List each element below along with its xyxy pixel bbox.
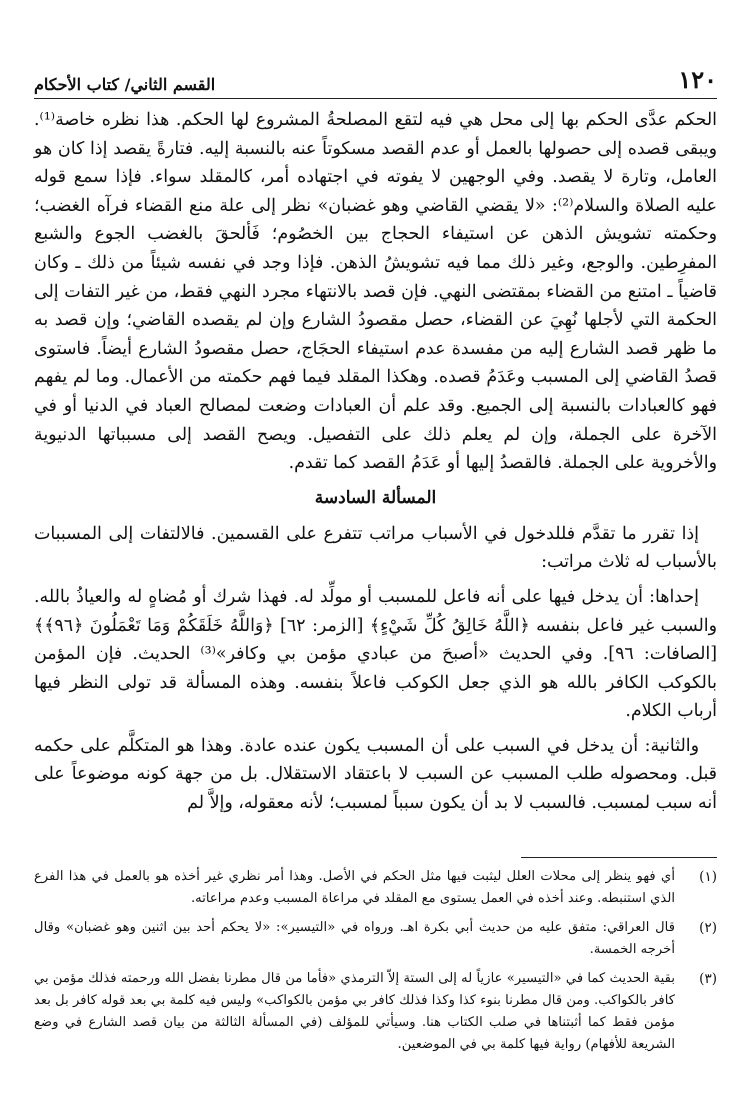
footnote (34, 866, 717, 910)
paragraph-4: والثانية: أن يدخل في السبب على أن المسبب يكون عنده عادة. وهذا هو المتكلَّم على حكمه قبل. ومحصوله طلب المسبب عن السبب لا باعتقاد الاستقلال. بل من جهة كونه موضوعاً على أنه سبب لمسبب. فالسبب لا بد أن يكون سبباً لمسبب؛ لأنه معقوله، وإلاَّ لم (34, 735, 717, 814)
footnote-number: (١) (699, 869, 717, 885)
footnote-text: قال العراقي: متفق عليه من حديث أبي بكرة اهـ. ورواه في «التيسير»: «لا يحكم أحد بين اثنين وهو غضبان» وقال أخرجه الخمسة. (34, 920, 675, 957)
footnote-number: (٣) (699, 971, 717, 987)
paragraph-3: إحداها: أن يدخل فيها على أنه فاعل للمسبب أو مولِّد له. فهذا شرك أو مُضاهٍ له والعياذُ بالله. والسبب غير فاعل بنفسه ﴿اللَّهُ خَالِقُ كُلِّ شَيْءٍ﴾ [الزمر: ٦٢] ﴿وَاللَّهُ خَلَقَكُمْ وَمَا تَعْمَلُونَ ﴿٩٦﴾﴾ [الصافات: ٩٦]. وفي الحديث «أصبحَ من عبادي مؤمن بي وكافر»⁽³⁾ الحديث. فإن المؤمن بالكوكب الكافر بالله هو الذي جعل الكوكب فاعلاً بنفسه. وهذه المسألة قد تولى النظر فيها أرباب الكلام. (34, 586, 718, 722)
footnote-text: أي فهو ينظر إلى محلات العلل ليثبت فيها مثل الحكم في الأصل. وهذا أمر نظري غير أخذه هو بالعمل في هذا الفرع الذي استنبطه. وعند أخذه في العمل يستوى مع المقلد في مراعاة المسبب وعدم مراعاته. (34, 869, 675, 906)
paragraph-1: الحكم عدَّى الحكم بها إلى محل هي فيه لتقع المصلحةُ المشروع لها الحكم. هذا نظره خاصة⁽¹⁾. ويبقى قصده إلى حصولها بالعمل أو عدم القصد مسكوتاً عنه بالنسبة إليه. فتارةً يقصد إذا كان هو العامل، وتارة لا يقصد. وفي الوجهين لا يفوته في اجتهاده أمر، كالمقلد سواء. فإذا سمع قوله عليه الصلاة والسلام⁽²⁾: «لا يقضي القاضي وهو غضبان» نظر إلى علة منع القضاء فرآه الغضب؛ وحكمته تشويش الذهن عن استيفاء الحجاج بين الخصُوم؛ فَألحقَ بالغضب الجوع والشبع المفرِطين. والوجع، وغير ذلك مما فيه تشويشُ الذهن. فإذا وجد في نفسه شيئاً من ذلك ـ وكان قاضياً ـ امتنع من القضاء بمقتضى النهي. فإن قصد بالانتهاء مجرد النهي فقط، من غير التفات إلى الحكمة التي لأجلها نُهِيَ عن القضاء، حصل مقصودُ الشارع وإن لم يقصده القاضي؛ وإن قصد به ما ظهر قصد الشارع إليه من مفسدة عدم استيفاء الحجَاج، حصل مقصودُ الشارع أيضاً. فاستوى قصدُ القاضي إلى المسبب وعَدَمُ قصده. وهكذا المقلد فيما فهم حكمته من الأعمال. وما لم يفهم فهو كالعبادات بالنسبة إلى الجميع. وقد علم أن العبادات وضعت لمصالح العباد في الدنيا أو في الآخرة على الجملة، وإن لم يعلم ذلك على التفصيل. ويصح القصد إلى مسبباتها الدنيوية والأخروية على الجملة. فالقصدُ إليها أو عَدَمُ القصد كما تقدم. (34, 110, 717, 474)
main-text (34, 106, 717, 818)
paragraph-2: إذا تقرر ما تقدَّم فللدخول في الأسباب مراتب تتفرع على القسمين. فالالتفات إلى المسببات بالأسباب له ثلاث مراتب: (34, 523, 717, 573)
footnote (34, 968, 717, 1056)
page-header (34, 60, 717, 99)
running-title: القسم الثاني/ كتاب الأحكام (34, 75, 216, 94)
footnotes (34, 866, 717, 1063)
footnote-number: (٢) (699, 920, 717, 936)
footnote (34, 917, 717, 961)
footnote-separator (521, 857, 717, 858)
footnote-text: بقية الحديث كما في «التيسير» عازياً له إلى الستة إلاّ الترمذي «فأما من قال مطرنا بفضل الله ورحمته فذلك مؤمن بي كافر بالكواكب. ومن قال مطرنا بنوء كذا وكذا فذلك كافر بي مؤمن بالكواكب» وليس فيه كلمة بي بعد قوله كافر بل بعد مؤمن فقط كما أثبتناها في صلب الكتاب هنا. وسيأتي للمؤلف (في المسألة الثالثة من بيان قصد الشارع في وضع الشريعة للأفهام) رواية فيها كلمة بي في الموضعين. (34, 971, 675, 1052)
section-title: المسألة السادسة (314, 487, 437, 508)
page-number: ١٢٠ (678, 65, 717, 94)
